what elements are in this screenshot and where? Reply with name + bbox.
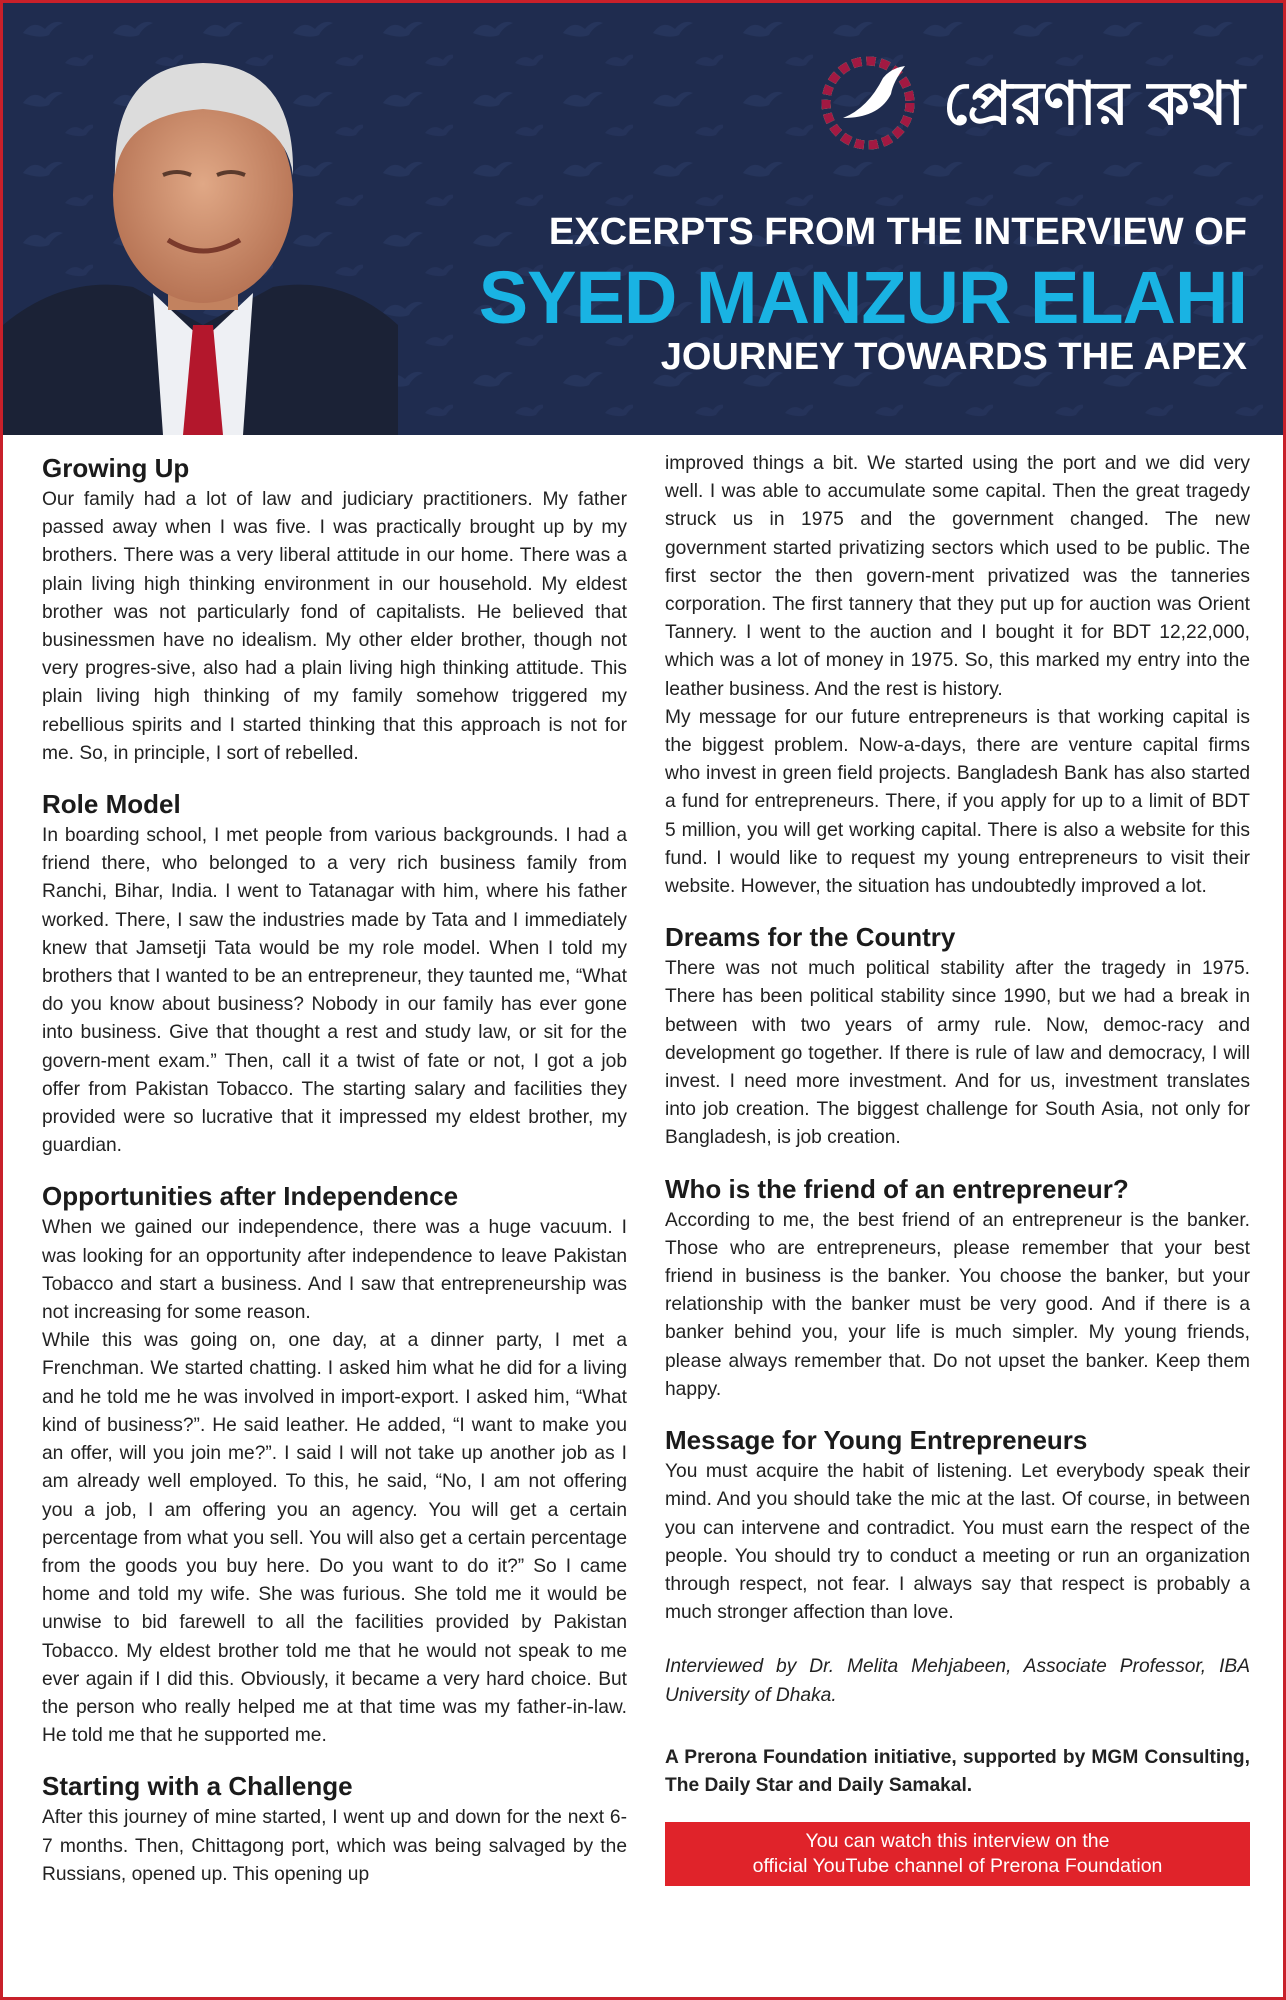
section-paragraph: After this journey of mine started, I went up and down for the next 6-7 months. Then, Chittagong port, which was being salvaged by the Russians, opened up. This opening up — [42, 1807, 627, 1885]
section-heading: Message for Young Entrepreneurs — [665, 1425, 1088, 1456]
article-section — [665, 1422, 1250, 1627]
section-paragraph: improved things a bit. We started using the port and we did very well. I was able to accumulate some capital. Then the great tragedy struck us in 1975 and the government changed. The new government started privatizing sectors which used to be public. The first sector the then govern-ment privatized was the tanneries corporation. The first tannery that they put up for auction was Orient Tannery. I went to the auction and I bought it for BDT 12,22,000, which was a lot of money in 1975. So, this marked my entry into the leather business. And the rest is history. — [665, 453, 1250, 700]
section-heading: Role Model — [42, 789, 181, 820]
youtube-line-1: You can watch this interview on the — [805, 1830, 1110, 1853]
article-section — [665, 450, 1250, 901]
section-heading: Starting with a Challenge — [42, 1771, 353, 1802]
header-banner — [3, 3, 1283, 435]
article-section — [42, 786, 627, 1160]
article-section — [665, 919, 1250, 1152]
section-paragraph: While this was going on, one day, at a dinner party, I met a Frenchman. We started chatting. I asked him what he did for a living and he told me he was involved in import-export. I asked him, “What kind of business?”. He said leather. He added, “I want to make you an offer, will you join me?”. I said I will not take up another job as I am already well employed. To this, he said, “No, I am not offering you a job, I am offering you an agency. You will get a certain percentage from what you sell. You will also get a certain percentage from the goods you buy here. Do you want to do it?” So I came home and told my wife. She was furious. She told me it would be unwise to bid farewell to all the facilities provided by Pakistan Tobacco. My eldest brother told me that he would not speak to me ever again if I did this. Obviously, it became a very hard choice. But the person who really helped me at that time was my father-in-law. He told me that he supported me. — [42, 1330, 627, 1747]
section-paragraph: You must acquire the habit of listening. Let everybody speak their mind. And you should take the mic at the last. Of course, in between you can intervene and contradict. You must earn the respect of the people. You should try to conduct a meeting or run an organization through respect, not fear. I always say that respect is probably a much stronger affection than love. — [665, 1461, 1250, 1624]
left-column — [42, 450, 627, 1907]
portrait-photo — [3, 25, 403, 435]
interview-credit: Interviewed by Dr. Melita Mehjabeen, Associate Professor, IBA University of Dhaka. — [665, 1656, 1250, 1706]
initiative-note: A Prerona Foundation initiative, supported by MGM Consulting, The Daily Star and Daily Samakal. — [665, 1746, 1250, 1796]
section-paragraph: When we gained our independence, there was a huge vacuum. I was looking for an opportunity after independence to leave Pakistan Tobacco and start a business. And I saw that entrepreneurship was not increasing for some reason. — [42, 1217, 627, 1324]
right-sections — [665, 450, 1250, 1627]
youtube-banner[interactable] — [665, 1822, 1250, 1886]
section-heading: Dreams for the Country — [665, 922, 956, 953]
logo-ring-icon — [813, 48, 923, 158]
article-section — [42, 450, 627, 768]
section-paragraph: In boarding school, I met people from various backgrounds. I had a friend there, who belonged to a very rich business family from Ranchi, Bihar, India. I went to Tatanagar with him, where his father worked. There, I saw the industries made by Tata and I immediately knew that Jamsetji Tata would be my role model. When I told my brothers that I wanted to be an entrepreneur, they taunted me, “What do you know about business? Nobody in our family has ever gone into business. Give that thought a rest and study law, or sit for the govern-ment exam.” Then, call it a twist of fate or not, I got a job offer from Pakistan Tobacco. The starting salary and facilities they provided were so lucrative that it impressed my eldest brother, my guardian. — [42, 825, 627, 1157]
article-section — [42, 1178, 627, 1750]
right-column — [665, 450, 1250, 1886]
section-paragraph: My message for our future entrepreneurs is that working capital is the biggest problem. Now-a-days, there are venture capital firms who invest in green field projects. Bangladesh Bank has also started a fund for entrepreneurs. There, if you apply for up to a limit of BDT 5 million, you will get working capital. There is also a website for this fund. I would like to request my young entrepreneurs to visit their website. However, the situation has undoubtedly improved a lot. — [665, 706, 1250, 898]
section-heading: Growing Up — [42, 453, 190, 483]
section-paragraph: Our family had a lot of law and judiciary practitioners. My father passed away when I was five. I was practically brought up by my brothers. There was a very liberal attitude in our home. There was a plain living high thinking environment in our household. My eldest brother was not particularly fond of capitalists. He believed that businessmen have no idealism. My other elder brother, though not very progres-sive, also had a plain living high thinking attitude. This plain living high thinking of my family somehow triggered my rebellious spirits and I started thinking that this approach is not for me. So, in principle, I sort of rebelled. — [42, 489, 627, 764]
header-name: SYED MANZUR ELAHI — [478, 256, 1247, 339]
youtube-line-2: official YouTube channel of Prerona Foundation — [752, 1855, 1163, 1878]
section-heading: Who is the friend of an entrepreneur? — [665, 1173, 1129, 1204]
prerona-logo — [813, 48, 1253, 158]
section-paragraph: According to me, the best friend of an entrepreneur is the banker. Those who are entrepreneurs, please remember that your best friend in business is the banker. You choose the banker, but your relationship with the banker must be very good. And if there is a banker behind you, your life is much simpler. My young friends, please always remember that. Do not upset the banker. Keep them happy. — [665, 1209, 1250, 1400]
section-paragraph: There was not much political stability after the tragedy in 1975. There has been political stability since 1990, but we had a break in between with two years of army rule. Now, democ-racy and development go together. If there is rule of law and democracy, I will invest. I need more investment. And for us, investment translates into job creation. The biggest challenge for South Asia, not only for Bangladesh, is job creation. — [665, 958, 1250, 1149]
section-heading: Opportunities after Independence — [42, 1181, 459, 1212]
logo-text: প্রেরণার কথা — [943, 69, 1244, 139]
article-section — [42, 1768, 627, 1889]
article-section — [665, 1171, 1250, 1404]
header-eyebrow: EXCERPTS FROM THE INTERVIEW OF — [548, 211, 1247, 253]
header-subtitle: JOURNEY TOWARDS THE APEX — [660, 336, 1247, 378]
